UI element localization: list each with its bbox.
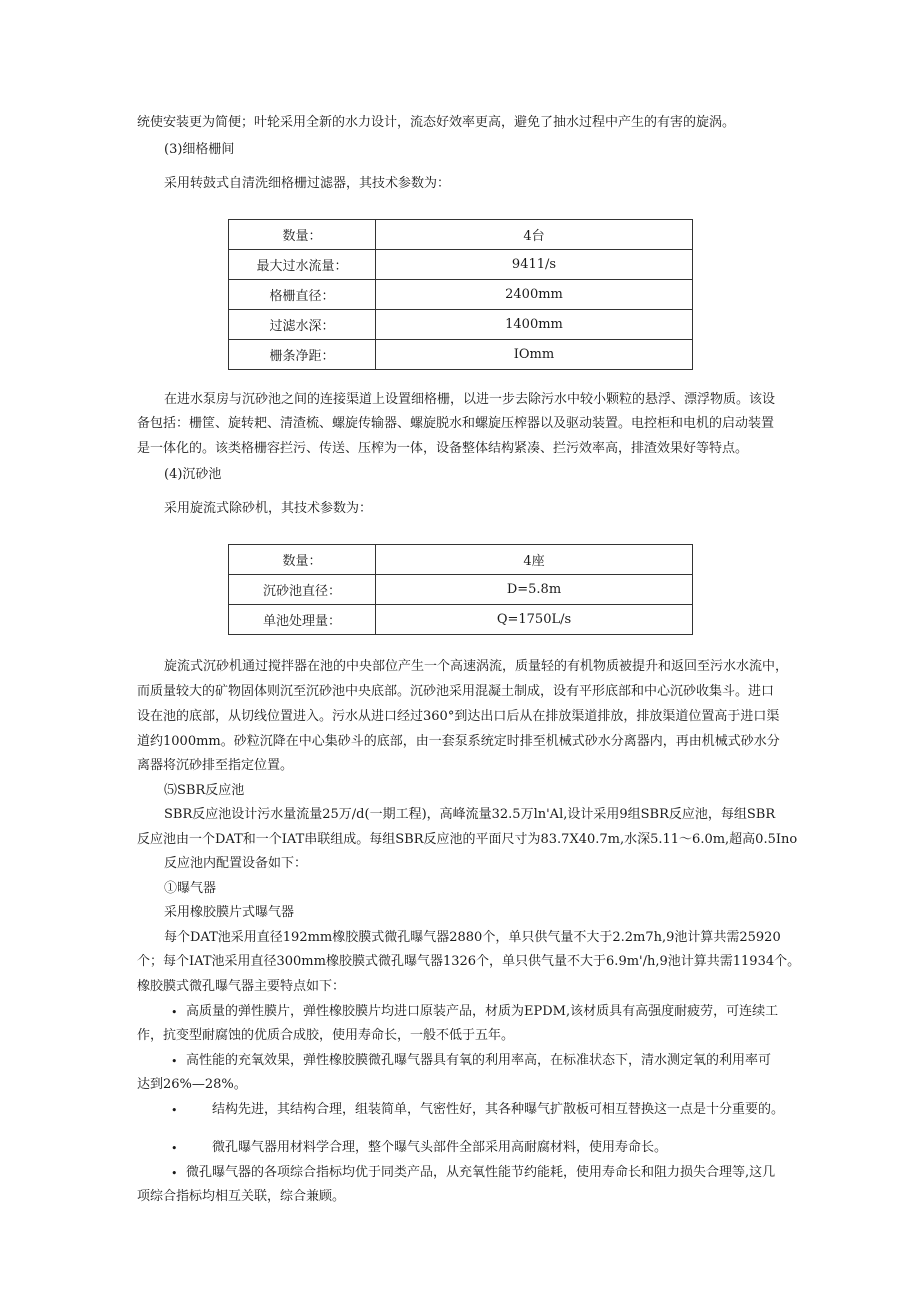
bullet-icon: • bbox=[171, 1006, 178, 1019]
table-row bbox=[229, 310, 693, 340]
paragraph-line: SBR反应池设计污水量流量25万/d(一期工程)，高峰流量32.5万ln'Al,设计采用9组SBR反应池，每组SBR bbox=[164, 807, 776, 822]
section-intro: 采用转鼓式自清洗细格栅过滤器，其技术参数为： bbox=[164, 176, 451, 191]
table-cell-label: 数量： bbox=[229, 220, 376, 250]
bullet-icon: • bbox=[171, 1167, 178, 1180]
paragraph-line: 是一体化的。该类格栅容拦污、传送、压榨为一体，设备整体结构紧凑、拦污效率高，排渣效果好等特点。 bbox=[137, 441, 749, 456]
section-heading-sbr: ⑸SBR反应池 bbox=[164, 783, 245, 798]
table-row bbox=[229, 220, 693, 250]
list-item: 高性能的充氧效果，弹性橡胶膜微孔曝气器具有氧的利用率高，在标准状态下，清水测定氧的利用率可 bbox=[186, 1053, 772, 1068]
table-cell-value: IOmm bbox=[376, 340, 693, 370]
paragraph-line: 个；每个IAT池采用直径300mm橡胶膜式微孔曝气器1326个，单只供气量不大于6.9m'/h,9池计算共需11934个。 bbox=[137, 954, 801, 969]
list-item: 微孔曝气器的各项综合指标均优于同类产品，从充氧性能节约能耗，使用寿命长和阻力损失合理等,这几 bbox=[186, 1165, 776, 1180]
list-item: 高质量的弹性膜片，弹性橡胶膜片均进口原装产品，材质为EPDM,该材质具有高强度耐疲劳，可连续工 bbox=[186, 1004, 779, 1019]
table-cell-value: D=5.8m bbox=[376, 575, 693, 605]
table-row bbox=[229, 605, 693, 635]
paragraph-line: 采用橡胶膜片式曝气器 bbox=[164, 905, 295, 920]
table-cell-label: 过滤水深： bbox=[229, 310, 376, 340]
table-cell-value: Q=1750L/s bbox=[376, 605, 693, 635]
table-row bbox=[229, 250, 693, 280]
paragraph-line: 橡胶膜式微孔曝气器主要特点如下： bbox=[137, 979, 346, 994]
table-cell-label: 数量： bbox=[229, 545, 376, 575]
table-cell-value: 4座 bbox=[376, 545, 693, 575]
paragraph-line: 而质量较大的矿物固体则沉至沉砂池中央底部。沉砂池采用混凝土制成，设有平形底部和中心沉砂收集斗。进口 bbox=[137, 684, 775, 699]
table-row bbox=[229, 280, 693, 310]
table-cell-value: 9411/s bbox=[376, 250, 693, 280]
list-item: 结构先进，其结构合理，组装简单，气密性好，其各种曝气扩散板可相互替换这一点是十分重要的。 bbox=[212, 1102, 785, 1117]
table-cell-label: 格栅直径： bbox=[229, 280, 376, 310]
table-cell-value: 4台 bbox=[376, 220, 693, 250]
fine-screen-spec-table bbox=[228, 219, 693, 370]
paragraph-line: 在进水泵房与沉砂池之间的连接渠道上设置细格栅，以进一步去除污水中较小颗粒的悬浮、漂浮物质。该设 bbox=[164, 392, 776, 407]
bullet-icon: • bbox=[171, 1142, 178, 1155]
section-heading-grit-chamber: (4)沉砂池 bbox=[164, 467, 222, 482]
bullet-icon: • bbox=[171, 1104, 178, 1117]
table-row bbox=[229, 340, 693, 370]
table-row bbox=[229, 545, 693, 575]
table-cell-label: 沉砂池直径： bbox=[229, 575, 376, 605]
table-cell-label: 最大过水流量： bbox=[229, 250, 376, 280]
list-item: 项综合指标均相互关联，综合兼顾。 bbox=[137, 1189, 346, 1204]
section-intro: 采用旋流式除砂机，其技术参数为： bbox=[164, 501, 373, 516]
list-item: 达到26%—28%。 bbox=[137, 1077, 247, 1092]
table-cell-value: 2400mm bbox=[376, 280, 693, 310]
paragraph-line: 设在池的底部，从切线位置进入。污水从进口经过360°到达出口后从在排放渠道排放，排放渠道位置高于进口渠 bbox=[137, 709, 780, 724]
section-heading-fine-screen: (3)细格栅间 bbox=[164, 142, 235, 157]
paragraph-line: 道约1000mm。砂粒沉降在中心集砂斗的底部，由一套泵系统定时排至机械式砂水分离器内，再由机械式砂水分 bbox=[137, 734, 780, 749]
paragraph-line: 统使安装更为简便；叶轮采用全新的水力设计，流态好效率更高，避免了抽水过程中产生的有害的旋涡。 bbox=[137, 115, 736, 130]
paragraph-line: 反应池由一个DAT和一个IAT串联组成。每组SBR反应池的平面尺寸为83.7X40.7m,水深5.11～6.0m,超高0.5Ino bbox=[137, 832, 798, 847]
grit-chamber-spec-table bbox=[228, 544, 693, 635]
table-cell-label: 栅条净距： bbox=[229, 340, 376, 370]
paragraph-line: 离器将沉砂排至指定位置。 bbox=[137, 758, 294, 773]
bullet-icon: • bbox=[171, 1055, 178, 1068]
table-row bbox=[229, 575, 693, 605]
paragraph-line: 反应池内配置设备如下： bbox=[164, 856, 308, 871]
list-item: 微孔曝气器用材料学合理，整个曝气头部件全部采用高耐腐材料，使用寿命长。 bbox=[212, 1140, 668, 1155]
table-cell-value: 1400mm bbox=[376, 310, 693, 340]
paragraph-line: 每个DAT池采用直径192mm橡胶膜式微孔曝气器2880个，单只供气量不大于2.2m7h,9池计算共需25920 bbox=[164, 930, 781, 945]
table-cell-label: 单池处理量： bbox=[229, 605, 376, 635]
list-item: 作，抗变型耐腐蚀的优质合成胶，使用寿命长，一般不低于五年。 bbox=[137, 1028, 515, 1043]
paragraph-line: 旋流式沉砂机通过搅拌器在池的中央部位产生一个高速涡流，质量轻的有机物质被提升和返回至污水水流中， bbox=[164, 659, 789, 674]
subsection-heading-aerator: ①曝气器 bbox=[164, 881, 217, 896]
paragraph-line: 备包括：栅筐、旋转耙、清渣梳、螺旋传输器、螺旋脱水和螺旋压榨器以及驱动装置。电控柜和电机的启动装置 bbox=[137, 416, 775, 431]
